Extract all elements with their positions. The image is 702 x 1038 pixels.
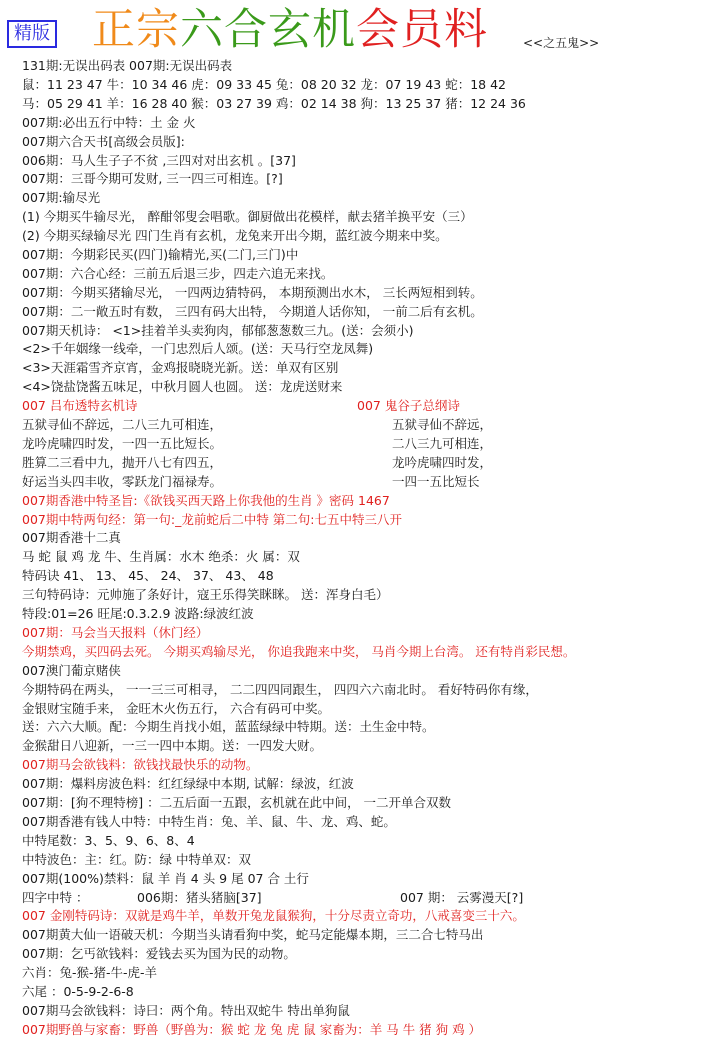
text-line: 007期：六合心经：三前五后退三步，四走六追无来找。 bbox=[22, 266, 334, 281]
poem-right-line: 龙吟虎啸四时发， bbox=[392, 455, 493, 470]
poem-right-line: 二八三九可相连， bbox=[392, 436, 493, 451]
text-line: 六肖：兔-猴-猪-牛-虎-羊 bbox=[22, 965, 158, 980]
text-line: 马：05 29 41 羊：16 28 40 猴：03 27 39 鸡：02 14 38 狗：13 25 37 猪：12 24 36 bbox=[22, 96, 526, 111]
text-line: 007 金刚特码诗：双就是鸡牛羊，单数开兔龙鼠猴狗，十分尽责立奇功，八戒喜变三十六。 bbox=[22, 908, 525, 923]
poem-left-line: 五狱寻仙不辞远，二八三九可相连， bbox=[22, 417, 223, 432]
text-line: 007期香港有钱人中特：中特生肖：兔、羊、鼠、牛、龙、鸡、蛇。 bbox=[22, 814, 396, 829]
title-char: 机 bbox=[312, 5, 356, 55]
title-char: 玄 bbox=[268, 5, 312, 55]
poem-left-line: 胜算二三看中九，抛开八七有四五， bbox=[22, 455, 223, 470]
text-line: 中特尾数：3、5、9、6、8、4 bbox=[22, 833, 195, 848]
page-title bbox=[92, 4, 488, 56]
text-line: 007期黄大仙一语破天机：今期当头请看狗中奖，蛇马定能爆本期，三二合七特马出 bbox=[22, 927, 484, 942]
text-line: 六尾 ：0-5-9-2-6-8 bbox=[22, 984, 134, 999]
poem-left-line: 好运当头四丰收，零跃龙门福禄寿。 bbox=[22, 474, 223, 489]
poem-right-line: 五狱寻仙不辞远， bbox=[392, 417, 493, 432]
text-line: 今期特码在两头， 一一三三可相寻， 二二四四同跟生， 四四六六南北时。 看好特码你有缘， bbox=[22, 682, 538, 697]
title-char: 员 bbox=[400, 5, 444, 55]
subtitle: <<之五鬼>> bbox=[523, 36, 600, 50]
text-line: 007期香港十二真 bbox=[22, 530, 121, 545]
text-line: (2) 今期买绿输尽光 四门生肖有玄机，龙兔来开出今期，蓝红波今期来中奖。 bbox=[22, 228, 448, 243]
text-line: 鼠：11 23 47 牛：10 34 46 虎：09 33 45 兔：08 20 32 龙：07 19 43 蛇：18 42 bbox=[22, 77, 506, 92]
text-line: 金银财宝随手来， 金旺木火伤五行， 六合有码可中奖。 bbox=[22, 701, 330, 716]
text-line: 007期:输尽光 bbox=[22, 190, 101, 205]
text-line: 特码诀 41、 13、 45、 24、 37、 43、 48 bbox=[22, 568, 274, 583]
text-line: 007期：今期买猪输尽光， 一四两边猜特码， 本期预测出水木， 三长两短相到转。 bbox=[22, 285, 483, 300]
text-line: 007期：马会当天报料（休门经） bbox=[22, 625, 209, 640]
text-line: 三句特码诗：元帅施了条好计，寇王乐得笑眯眯。 送：浑身白毛） bbox=[22, 587, 389, 602]
text-line: 007期(100%)禁料：鼠 羊 肖 4 头 9 尾 07 合 土行 bbox=[22, 871, 309, 886]
text-line: 007期：[狗不理特榜] ：二五后面一五跟，玄机就在此中间， 一二开单合双数 bbox=[22, 795, 452, 810]
text-line: 007期:必出五行中特：土 金 火 bbox=[22, 115, 196, 130]
poem-left-title: 007 吕布透特玄机诗 bbox=[22, 398, 138, 413]
text-line: 007期六合天书[高级会员版]: bbox=[22, 134, 185, 149]
text-line-col-c: 007 期： 云雾漫天[?] bbox=[400, 890, 524, 905]
title-char: 会 bbox=[356, 5, 400, 55]
poem-left-line: 龙吟虎啸四时发，一四一五比短长。 bbox=[22, 436, 223, 451]
text-line: 007期：爆料房波色料：红红绿绿中本期, 试解：绿波，红波 bbox=[22, 776, 354, 791]
poem-right-line: 一四一五比短长 bbox=[392, 474, 480, 489]
badge: 精版 bbox=[7, 20, 57, 48]
text-line: 007期马会欲钱料：诗曰：两个角。特出双蛇牛 特出单狗鼠 bbox=[22, 1003, 350, 1018]
text-line: 007期：三哥今期可发财, 三一四三可相连。[?] bbox=[22, 171, 283, 186]
text-line: <3>天涯霜雪齐京宵，金鸡报晓晓光新。送：单双有区别 bbox=[22, 360, 339, 375]
text-line: 金猴甜日八迎新，一三一四中本期。送：一四发大财。 bbox=[22, 738, 323, 753]
text-line: 007期：乞丐欲钱料：爱钱去买为国为民的动物。 bbox=[22, 946, 296, 961]
text-line: 007期：二一敞五时有数， 三四有码大出特， 今期道人话你知， 一前二后有玄机。 bbox=[22, 304, 483, 319]
text-line: 131期:无误出码表 007期:无误出码表 bbox=[22, 58, 233, 73]
text-line: 马 蛇 鼠 鸡 龙 牛、生肖属：水木 绝杀：火 属：双 bbox=[22, 549, 300, 564]
text-line-col-a: 四字中特 ： bbox=[22, 890, 89, 905]
title-char: 六 bbox=[180, 5, 224, 55]
text-line: 006期：马人生子子不贫 ,三四对对出玄机 。[37] bbox=[22, 153, 296, 168]
text-line: 中特波色：主：红。防：绿 中特单双：双 bbox=[22, 852, 251, 867]
text-line: 007期天机诗： <1>挂着羊头卖狗肉，郁郁葱葱数三九。(送：会须小) bbox=[22, 323, 414, 338]
text-line: 007期中特两句经：第一句:_龙前蛇后二中特 第二句:七五中特三八开 bbox=[22, 512, 403, 527]
text-line: (1) 今期买牛输尽光， 醉酣邻叟会唱歌。御厨做出花模样，献去猪羊换平安（三） bbox=[22, 209, 473, 224]
text-line: 007期野兽与家畜：野兽（野兽为：猴 蛇 龙 兔 虎 鼠 家畜为：羊 马 牛 猪 狗 鸡 ） bbox=[22, 1022, 482, 1037]
text-line: <4>饶盐饶酱五味足，中秋月圆人也圆。 送：龙虎送财来 bbox=[22, 379, 343, 394]
text-line: 007期香港中特圣旨:《欲钱买西天路上你我他的生肖 》密码 1467 bbox=[22, 493, 390, 508]
text-line: 007期马会欲钱料：欲钱找最快乐的动物。 bbox=[22, 757, 259, 772]
text-line: 007澳门葡京赌侠 bbox=[22, 663, 121, 678]
title-char: 正 bbox=[92, 5, 136, 55]
text-line: <2>千年姻缘一线牵，一门忠烈后人颂。(送：天马行空龙凤舞) bbox=[22, 341, 374, 356]
text-line: 007期：今期彩民买(四门)输精光,买(二门,三门)中 bbox=[22, 247, 299, 262]
poem-right-title: 007 鬼谷子总纲诗 bbox=[357, 398, 460, 413]
title-char: 料 bbox=[444, 5, 488, 55]
title-char: 宗 bbox=[136, 5, 180, 55]
title-char: 合 bbox=[224, 5, 268, 55]
text-line: 今期禁鸡，买四码去死。 今期买鸡输尽光， 你追我跑来中奖， 马肖今期上台湾。 还有特肖彩民想。 bbox=[22, 644, 576, 659]
text-line-col-b: 006期：猪头猪脑[37] bbox=[137, 890, 262, 905]
text-line: 送：六六大顺。配：今期生肖找小姐，蓝蓝绿绿中特期。送：土生金中特。 bbox=[22, 719, 435, 734]
text-line: 特段:01=26 旺尾:0.3.2.9 波路:绿波红波 bbox=[22, 606, 254, 621]
